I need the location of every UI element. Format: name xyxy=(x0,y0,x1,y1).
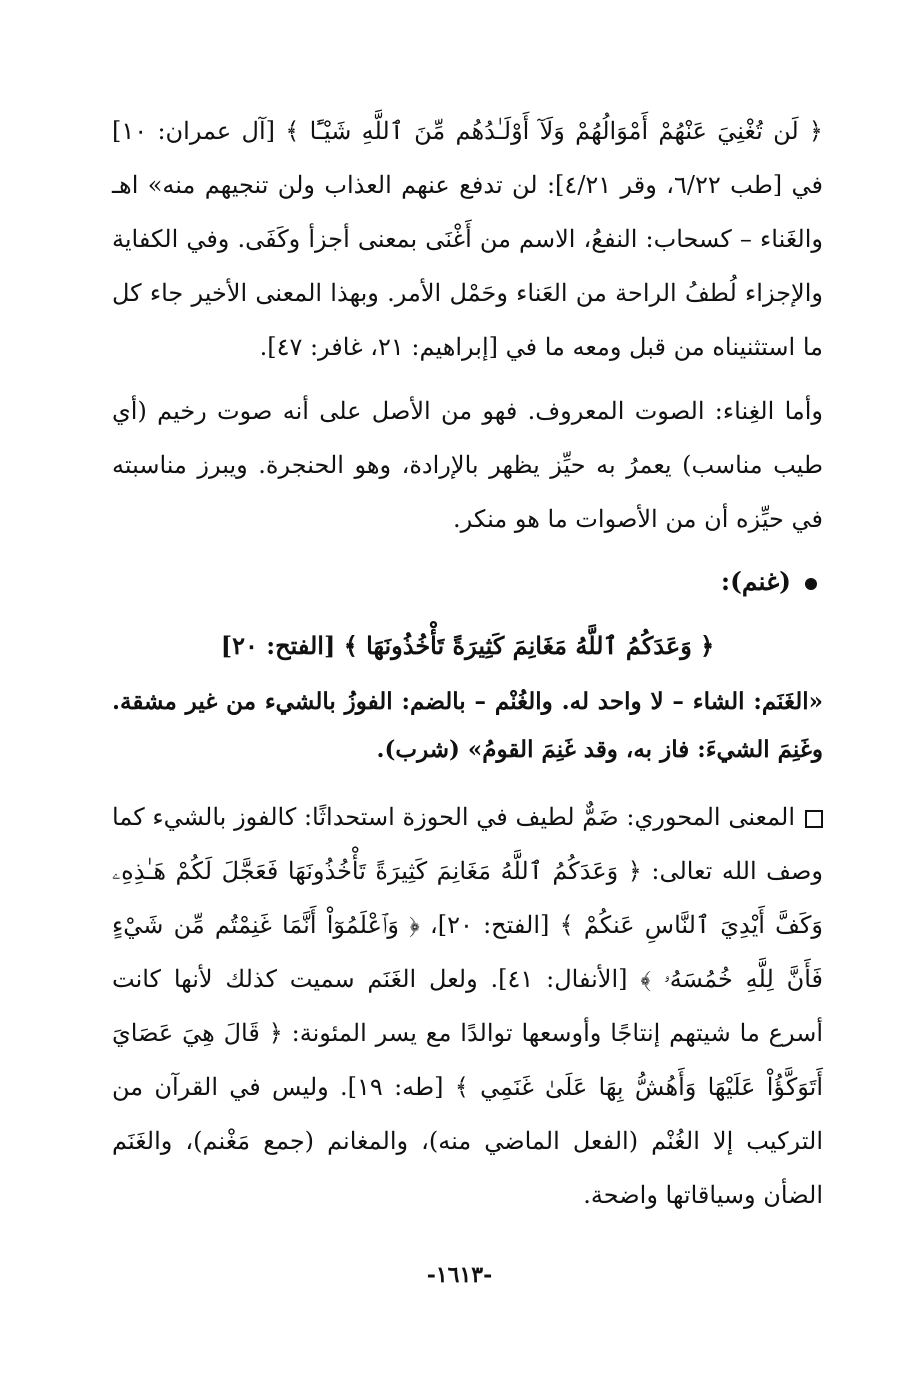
core-meaning-text: المعنى المحوري: ضَمٌّ لطيف في الحوزة استحداثًا: كالفوز بالشيء كما وصف الله تعالى: ﴿ وَعَدَكُمُ ٱللَّهُ مَغَانِمَ كَثِيرَةً تَأْخُذُونَهَا فَعَجَّلَ لَكُمْ هَـٰذِهِۦ وَكَفَّ أَيْدِيَ ٱلنَّاسِ عَنكُمْ ﴾ [الفتح: ٢٠]، ﴿ وَٱعْلَمُوٓاْ أَنَّمَا غَنِمْتُم مِّن شَيْءٍ فَأَنَّ لِلَّهِ خُمُسَهُۥ ﴾ [الأنفال: ٤١]. ولعل الغَنَم سميت كذلك لأنها كانت أسرع ما شيتهم إنتاجًا وأوسعها توالدًا مع يسر المئونة: ﴿ قَالَ هِيَ عَصَايَ أَتَوَكَّؤُاْ عَلَيْهَا وَأَهُشُّ بِهَا عَلَىٰ غَنَمِي ﴾ [طه: ١٩]. وليس في القرآن من التركيب إلا الغُنْم (الفعل الماضي منه)، والمغانم (جمع مَغْنم)، والغَنَم الضأن وسياقاتها واضحة. xyxy=(112,803,823,1209)
paragraph-core-meaning xyxy=(112,790,823,1222)
quran-verse: ﴿ وَعَدَكُمُ ٱللَّهُ مَغَانِمَ كَثِيرَةً تَأْخُذُونَهَا ﴾ [الفتح: ٢٠] xyxy=(220,631,715,660)
paragraph-singing: وأما الغِناء: الصوت المعروف. فهو من الأصل على أنه صوت رخيم (أي طيب مناسب) يعمرُ به حيِّز يظهر بالإرادة، وهو الحنجرة. ويبرز مناسبته في حيِّزه أن من الأصوات ما هو منكر. xyxy=(112,397,823,533)
paragraph-ghina: ﴿ لَن تُغْنِيَ عَنْهُمْ أَمْوَالُهُمْ وَلَآ أَوْلَـٰدُهُم مِّنَ ٱللَّهِ شَيْـًٔا ﴾ [آل عمران: ١٠] في [طب ٦/٢٢، وقر ٤/٢١]: لن تدفع عنهم العذاب ولن تنجيهم منه» اهـ والغَناء – كسحاب: النفعُ، الاسم من أَغْنَى بمعنى أجزأ وكَفَى. وفي الكفاية والإجزاء لُطفُ الراحة من العَناء وحَمْل الأمر. وبهذا المعنى الأخير جاء كل ما استثنيناه من قبل ومعه ما في [إبراهيم: ٢١، غافر: ٤٧]. xyxy=(112,117,824,361)
root-heading-text: (غنم): xyxy=(720,567,791,596)
bullet-icon xyxy=(805,578,817,590)
dictionary-definition: «الغَنَم: الشاء – لا واحد له. والغُنْم – بالضم: الفوزُ بالشيء من غير مشقة. وغَنِمَ الشيءَ: فاز به، وقد غَنِمَ القومُ» (شرب). xyxy=(112,688,823,763)
page-number: -١٦١٣- xyxy=(426,1262,493,1288)
square-bullet-icon xyxy=(805,810,823,828)
root-heading xyxy=(721,562,817,602)
